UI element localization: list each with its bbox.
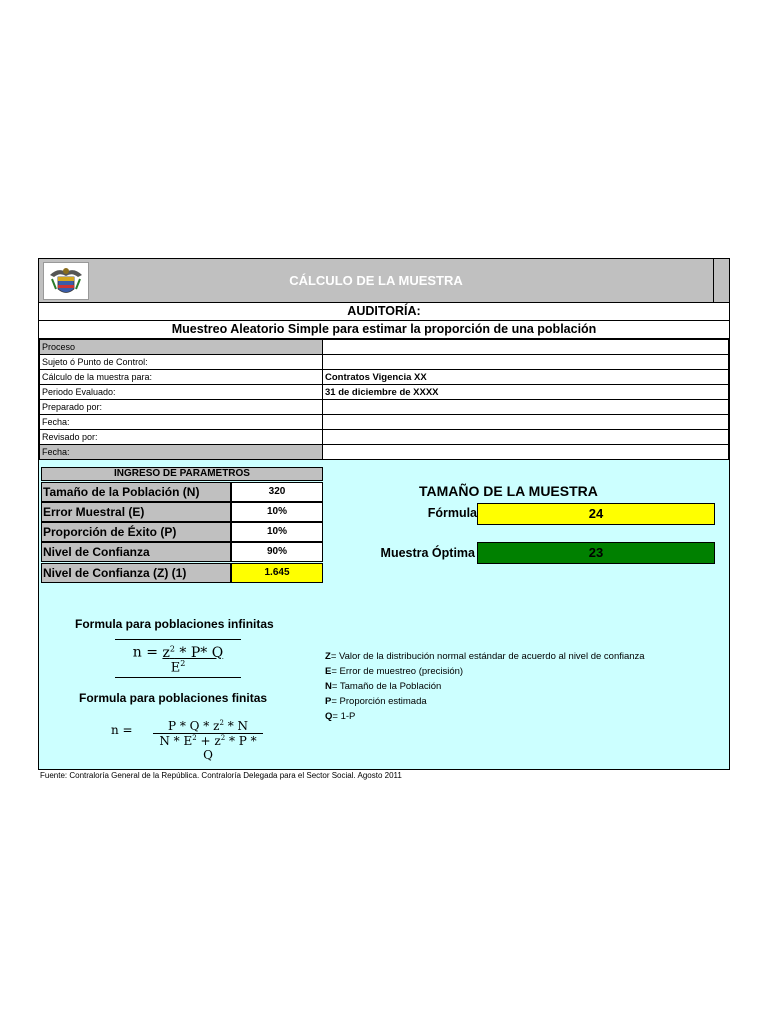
info-table	[39, 339, 729, 460]
legend-item: P= Proporción estimada	[325, 696, 427, 707]
method-heading: Muestreo Aleatorio Simple para estimar la proporción de una población	[39, 321, 729, 339]
info-row	[40, 445, 729, 460]
info-value[interactable]	[323, 340, 729, 355]
formula-result: 24	[477, 503, 715, 525]
info-row	[40, 355, 729, 370]
info-row	[40, 385, 729, 400]
param-value[interactable]: 90%	[231, 542, 323, 562]
info-row	[40, 370, 729, 385]
info-value[interactable]	[323, 355, 729, 370]
header-bar	[39, 259, 713, 303]
variable-legend	[325, 649, 645, 724]
audit-heading: AUDITORÍA:	[39, 303, 729, 321]
info-value[interactable]	[323, 400, 729, 415]
info-value[interactable]	[323, 415, 729, 430]
info-label: Periodo Evaluado:	[40, 385, 323, 400]
legend-item: Z= Valor de la distribución normal estándar de acuerdo al nivel de confianza	[325, 651, 645, 662]
sample-size-title: TAMAÑO DE LA MUESTRA	[419, 483, 598, 499]
param-label: Nivel de Confianza	[41, 542, 231, 562]
info-value[interactable]: Contratos Vigencia XX	[323, 370, 729, 385]
infinite-formula: $n = z^2 * P*$ Q $E^2$	[115, 639, 241, 678]
info-row	[40, 340, 729, 355]
info-row	[40, 415, 729, 430]
param-label: Proporción de Éxito (P)	[41, 522, 231, 542]
info-label: Fecha:	[40, 415, 323, 430]
info-label: Proceso	[40, 340, 323, 355]
info-value[interactable]: 31 de diciembre de XXXX	[323, 385, 729, 400]
info-label: Sujeto ó Punto de Control:	[40, 355, 323, 370]
param-value[interactable]: 10%	[231, 502, 323, 522]
finite-formula-title: Formula para poblaciones finitas	[79, 691, 268, 705]
params-heading: INGRESO DE PARAMETROS	[41, 467, 323, 481]
header-side-cell	[713, 259, 729, 303]
info-value[interactable]	[323, 430, 729, 445]
param-value[interactable]: 1.645	[231, 563, 323, 583]
legend-item: N= Tamaño de la Población	[325, 681, 442, 692]
info-label: Cálculo de la muestra para:	[40, 370, 323, 385]
info-label: Revisado por:	[40, 430, 323, 445]
info-row	[40, 430, 729, 445]
param-value[interactable]: 10%	[231, 522, 323, 542]
source-note: Fuente: Contraloría General de la República. Contraloría Delegada para el Sector Social. Agosto 2011	[40, 771, 402, 780]
info-label: Preparado por:	[40, 400, 323, 415]
spreadsheet-sheet: CÁLCULO DE LA MUESTRA AUDITORÍA: Muestreo Aleatorio Simple para estimar la proporción de una población Proceso Sujeto ó Punto de Control: Cálculo de la muestra para: Contratos Vigencia XX Periodo Evaluado: 31 de diciembre de XXXX Preparado por: Fecha: Revisado por: Fecha: INGRESO DE PARAMETROS Tamaño de la Población (N) 320 Error Muestral (E) 10% Proporción de Éxito (P) 10% Nivel de Confianza 90% Nivel de Confianza (Z) (1) 1.645 TAMAÑO DE LA MUESTRA Fórmula 24 Muestra Óptima 23 Formula para poblaciones infinitas $n = z^2 * P*$ Q $E^2$ Formula para poblaciones finitas n = P * Q * $z^2$ * N $N * E^2 + z^2 * P * Q$ Z= Valor de la distribución normal estándar de acuerdo al nivel de confianza E= Error de muestreo (precisión) N= Tamaño de la Población P= Proporción estimada Q= 1-P	[38, 258, 730, 770]
param-label: Nivel de Confianza (Z) (1)	[41, 563, 231, 583]
legend-item: E= Error de muestreo (precisión)	[325, 666, 464, 677]
info-value[interactable]	[323, 445, 729, 460]
info-row	[40, 400, 729, 415]
param-row	[41, 563, 323, 583]
param-row	[41, 482, 323, 502]
param-row	[41, 522, 323, 542]
formula-label: Fórmula	[427, 506, 477, 520]
param-label: Tamaño de la Población (N)	[41, 482, 231, 502]
optimal-sample-label: Muestra Óptima	[380, 546, 475, 560]
param-value[interactable]: 320	[231, 482, 323, 502]
info-label: Fecha:	[40, 445, 323, 460]
param-row	[41, 542, 323, 562]
param-row	[41, 502, 323, 522]
sheet-title: CÁLCULO DE LA MUESTRA	[289, 273, 463, 288]
infinite-formula-title: Formula para poblaciones infinitas	[75, 617, 274, 631]
legend-item: Q= 1-P	[325, 711, 356, 722]
optimal-sample-result: 23	[477, 542, 715, 564]
param-label: Error Muestral (E)	[41, 502, 231, 522]
